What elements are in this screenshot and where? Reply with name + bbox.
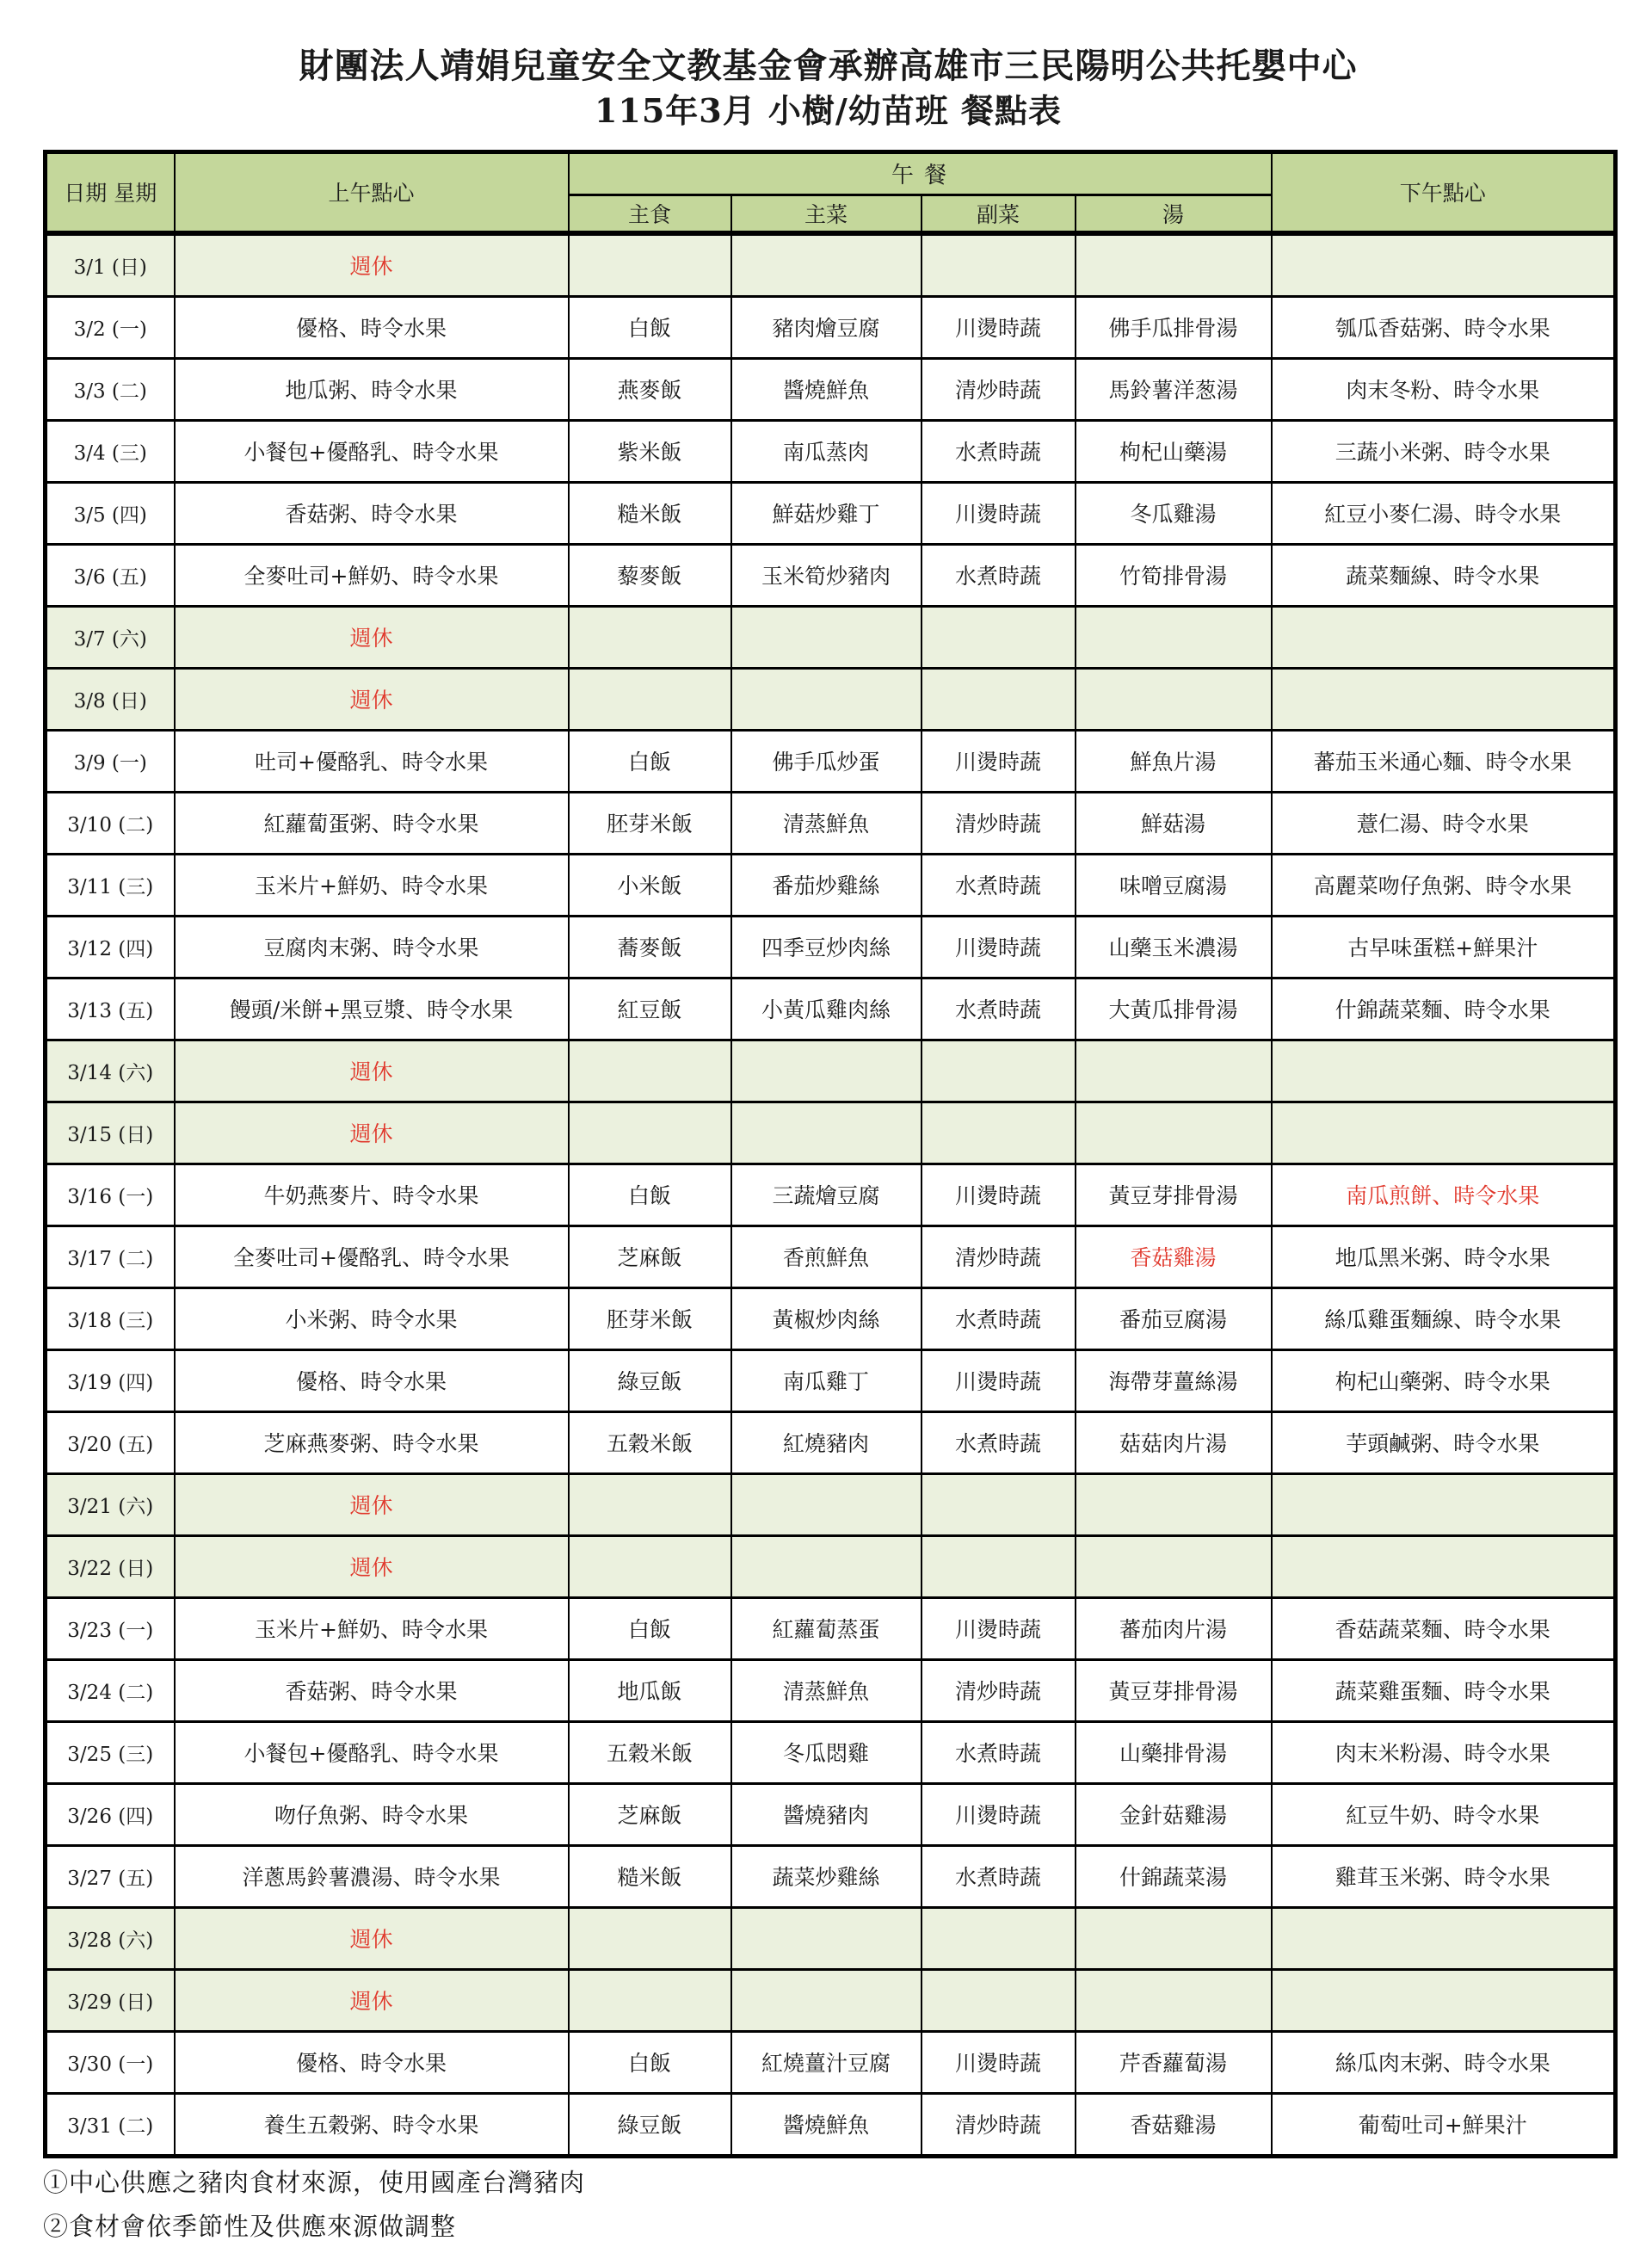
col-header-date: 日期 星期 xyxy=(46,151,175,233)
staple-cell: 藜麥飯 xyxy=(569,544,731,606)
table-row xyxy=(46,606,1616,668)
pm-snack-cell xyxy=(1272,1102,1616,1164)
date-cell: 3/27 (五) xyxy=(46,1845,175,1907)
table-row xyxy=(46,420,1616,482)
soup-cell: 黃豆芽排骨湯 xyxy=(1076,1164,1272,1225)
title-block xyxy=(43,45,1613,131)
pm-snack-cell: 薏仁湯、時令水果 xyxy=(1272,792,1616,854)
am-snack-cell: 週休 xyxy=(175,606,569,668)
side-dish-cell xyxy=(922,668,1076,730)
col-header-am-snack: 上午點心 xyxy=(175,151,569,233)
date-cell: 3/11 (三) xyxy=(46,854,175,916)
main-dish-cell: 醬燒豬肉 xyxy=(731,1783,922,1845)
table-row xyxy=(46,978,1616,1040)
staple-cell: 糙米飯 xyxy=(569,482,731,544)
side-dish-cell xyxy=(922,233,1076,297)
table-row xyxy=(46,1287,1616,1349)
main-dish-cell: 番茄炒雞絲 xyxy=(731,854,922,916)
soup-cell: 番茄豆腐湯 xyxy=(1076,1287,1272,1349)
am-snack-cell: 週休 xyxy=(175,668,569,730)
pm-snack-cell: 絲瓜肉末粥、時令水果 xyxy=(1272,2031,1616,2093)
date-cell: 3/25 (三) xyxy=(46,1721,175,1783)
soup-cell: 冬瓜雞湯 xyxy=(1076,482,1272,544)
staple-cell xyxy=(569,1969,731,2031)
side-dish-cell: 川燙時蔬 xyxy=(922,730,1076,792)
pm-snack-cell: 芋頭鹹粥、時令水果 xyxy=(1272,1411,1616,1473)
staple-cell: 白飯 xyxy=(569,2031,731,2093)
soup-cell xyxy=(1076,1969,1272,2031)
main-dish-cell: 香煎鮮魚 xyxy=(731,1225,922,1287)
staple-cell xyxy=(569,668,731,730)
pm-snack-cell: 雞茸玉米粥、時令水果 xyxy=(1272,1845,1616,1907)
am-snack-cell: 吻仔魚粥、時令水果 xyxy=(175,1783,569,1845)
pm-snack-cell xyxy=(1272,1969,1616,2031)
table-row xyxy=(46,1969,1616,2031)
date-cell: 3/21 (六) xyxy=(46,1473,175,1535)
am-snack-cell: 豆腐肉末粥、時令水果 xyxy=(175,916,569,978)
date-cell: 3/18 (三) xyxy=(46,1287,175,1349)
main-dish-cell: 佛手瓜炒蛋 xyxy=(731,730,922,792)
staple-cell: 地瓜飯 xyxy=(569,1659,731,1721)
am-snack-cell: 玉米片+鮮奶、時令水果 xyxy=(175,1597,569,1659)
side-dish-cell: 水煮時蔬 xyxy=(922,420,1076,482)
soup-cell xyxy=(1076,1102,1272,1164)
soup-cell xyxy=(1076,1040,1272,1102)
footnotes xyxy=(43,2167,1613,2241)
side-dish-cell xyxy=(922,1535,1076,1597)
main-dish-cell: 紅燒薑汁豆腐 xyxy=(731,2031,922,2093)
side-dish-cell xyxy=(922,1102,1076,1164)
soup-cell xyxy=(1076,1535,1272,1597)
am-snack-cell: 週休 xyxy=(175,233,569,297)
table-header xyxy=(46,151,1616,233)
table-row xyxy=(46,482,1616,544)
main-dish-cell xyxy=(731,1535,922,1597)
pm-snack-cell: 枸杞山藥粥、時令水果 xyxy=(1272,1349,1616,1411)
staple-cell: 胚芽米飯 xyxy=(569,792,731,854)
table-row xyxy=(46,1659,1616,1721)
am-snack-cell: 香菇粥、時令水果 xyxy=(175,1659,569,1721)
soup-cell: 味噌豆腐湯 xyxy=(1076,854,1272,916)
date-cell: 3/9 (一) xyxy=(46,730,175,792)
soup-cell: 馬鈴薯洋葱湯 xyxy=(1076,358,1272,420)
date-cell: 3/30 (一) xyxy=(46,2031,175,2093)
staple-cell xyxy=(569,606,731,668)
staple-cell: 燕麥飯 xyxy=(569,358,731,420)
pm-snack-cell: 葡萄吐司+鮮果汁 xyxy=(1272,2093,1616,2156)
main-dish-cell: 南瓜雞丁 xyxy=(731,1349,922,1411)
main-dish-cell xyxy=(731,1907,922,1969)
main-dish-cell: 醬燒鮮魚 xyxy=(731,2093,922,2156)
soup-cell: 山藥玉米濃湯 xyxy=(1076,916,1272,978)
am-snack-cell: 養生五穀粥、時令水果 xyxy=(175,2093,569,2156)
am-snack-cell: 小餐包+優酪乳、時令水果 xyxy=(175,1721,569,1783)
main-dish-cell: 清蒸鮮魚 xyxy=(731,792,922,854)
pm-snack-cell xyxy=(1272,606,1616,668)
am-snack-cell: 週休 xyxy=(175,1535,569,1597)
soup-cell: 菇菇肉片湯 xyxy=(1076,1411,1272,1473)
pm-snack-cell: 蕃茄玉米通心麵、時令水果 xyxy=(1272,730,1616,792)
main-dish-cell: 蔬菜炒雞絲 xyxy=(731,1845,922,1907)
staple-cell: 五穀米飯 xyxy=(569,1411,731,1473)
main-dish-cell: 紅燒豬肉 xyxy=(731,1411,922,1473)
am-snack-cell: 優格、時令水果 xyxy=(175,296,569,358)
main-dish-cell xyxy=(731,1040,922,1102)
am-snack-cell: 週休 xyxy=(175,1040,569,1102)
main-dish-cell: 四季豆炒肉絲 xyxy=(731,916,922,978)
main-dish-cell: 三蔬燴豆腐 xyxy=(731,1164,922,1225)
staple-cell: 糙米飯 xyxy=(569,1845,731,1907)
main-dish-cell xyxy=(731,668,922,730)
side-dish-cell: 清炒時蔬 xyxy=(922,358,1076,420)
date-cell: 3/28 (六) xyxy=(46,1907,175,1969)
side-dish-cell: 川燙時蔬 xyxy=(922,482,1076,544)
soup-cell xyxy=(1076,1907,1272,1969)
am-snack-cell: 週休 xyxy=(175,1102,569,1164)
main-dish-cell: 小黃瓜雞肉絲 xyxy=(731,978,922,1040)
side-dish-cell xyxy=(922,606,1076,668)
main-dish-cell: 清蒸鮮魚 xyxy=(731,1659,922,1721)
date-cell: 3/24 (二) xyxy=(46,1659,175,1721)
main-dish-cell xyxy=(731,1969,922,2031)
table-row xyxy=(46,668,1616,730)
table-row xyxy=(46,916,1616,978)
pm-snack-cell: 肉末冬粉、時令水果 xyxy=(1272,358,1616,420)
am-snack-cell: 週休 xyxy=(175,1969,569,2031)
table-row xyxy=(46,1721,1616,1783)
side-dish-cell: 清炒時蔬 xyxy=(922,2093,1076,2156)
main-dish-cell xyxy=(731,233,922,297)
am-snack-cell: 芝麻燕麥粥、時令水果 xyxy=(175,1411,569,1473)
staple-cell xyxy=(569,1907,731,1969)
side-dish-cell: 水煮時蔬 xyxy=(922,1411,1076,1473)
main-dish-cell: 玉米筍炒豬肉 xyxy=(731,544,922,606)
side-dish-cell: 清炒時蔬 xyxy=(922,1225,1076,1287)
pm-snack-cell: 三蔬小米粥、時令水果 xyxy=(1272,420,1616,482)
side-dish-cell: 川燙時蔬 xyxy=(922,296,1076,358)
staple-cell: 綠豆飯 xyxy=(569,1349,731,1411)
pm-snack-cell: 古早味蛋糕+鮮果汁 xyxy=(1272,916,1616,978)
staple-cell: 小米飯 xyxy=(569,854,731,916)
main-dish-cell xyxy=(731,1473,922,1535)
staple-cell: 胚芽米飯 xyxy=(569,1287,731,1349)
date-cell: 3/12 (四) xyxy=(46,916,175,978)
date-cell: 3/6 (五) xyxy=(46,544,175,606)
col-header-staple: 主食 xyxy=(569,194,731,233)
pm-snack-cell: 紅豆牛奶、時令水果 xyxy=(1272,1783,1616,1845)
soup-cell: 大黃瓜排骨湯 xyxy=(1076,978,1272,1040)
main-dish-cell: 黃椒炒肉絲 xyxy=(731,1287,922,1349)
side-dish-cell: 川燙時蔬 xyxy=(922,916,1076,978)
main-dish-cell xyxy=(731,606,922,668)
am-snack-cell: 優格、時令水果 xyxy=(175,2031,569,2093)
staple-cell: 紅豆飯 xyxy=(569,978,731,1040)
table-row xyxy=(46,1040,1616,1102)
date-cell: 3/14 (六) xyxy=(46,1040,175,1102)
col-header-main-dish: 主菜 xyxy=(731,194,922,233)
am-snack-cell: 香菇粥、時令水果 xyxy=(175,482,569,544)
side-dish-cell xyxy=(922,1473,1076,1535)
soup-cell: 海帶芽薑絲湯 xyxy=(1076,1349,1272,1411)
side-dish-cell xyxy=(922,1907,1076,1969)
staple-cell xyxy=(569,233,731,297)
staple-cell: 白飯 xyxy=(569,730,731,792)
side-dish-cell: 水煮時蔬 xyxy=(922,1287,1076,1349)
pm-snack-cell xyxy=(1272,1907,1616,1969)
table-row xyxy=(46,1411,1616,1473)
table-row xyxy=(46,1164,1616,1225)
soup-cell: 金針菇雞湯 xyxy=(1076,1783,1272,1845)
date-cell: 3/16 (一) xyxy=(46,1164,175,1225)
pm-snack-cell: 瓠瓜香菇粥、時令水果 xyxy=(1272,296,1616,358)
date-cell: 3/20 (五) xyxy=(46,1411,175,1473)
staple-cell xyxy=(569,1102,731,1164)
table-row xyxy=(46,1349,1616,1411)
am-snack-cell: 全麥吐司+優酪乳、時令水果 xyxy=(175,1225,569,1287)
pm-snack-cell: 地瓜黑米粥、時令水果 xyxy=(1272,1225,1616,1287)
staple-cell: 芝麻飯 xyxy=(569,1225,731,1287)
pm-snack-cell: 絲瓜雞蛋麵線、時令水果 xyxy=(1272,1287,1616,1349)
soup-cell xyxy=(1076,668,1272,730)
soup-cell xyxy=(1076,1473,1272,1535)
side-dish-cell: 川燙時蔬 xyxy=(922,2031,1076,2093)
table-row xyxy=(46,296,1616,358)
date-cell: 3/23 (一) xyxy=(46,1597,175,1659)
pm-snack-cell xyxy=(1272,1040,1616,1102)
side-dish-cell: 清炒時蔬 xyxy=(922,792,1076,854)
am-snack-cell: 洋蔥馬鈴薯濃湯、時令水果 xyxy=(175,1845,569,1907)
table-row xyxy=(46,1102,1616,1164)
pm-snack-cell xyxy=(1272,233,1616,297)
date-cell: 3/7 (六) xyxy=(46,606,175,668)
table-row xyxy=(46,792,1616,854)
staple-cell: 白飯 xyxy=(569,1164,731,1225)
staple-cell xyxy=(569,1040,731,1102)
soup-cell: 佛手瓜排骨湯 xyxy=(1076,296,1272,358)
side-dish-cell xyxy=(922,1040,1076,1102)
table-row xyxy=(46,1783,1616,1845)
soup-cell: 蕃茄肉片湯 xyxy=(1076,1597,1272,1659)
pm-snack-cell: 香菇蔬菜麵、時令水果 xyxy=(1272,1597,1616,1659)
col-header-side-dish: 副菜 xyxy=(922,194,1076,233)
table-row xyxy=(46,1473,1616,1535)
side-dish-cell: 川燙時蔬 xyxy=(922,1164,1076,1225)
date-cell: 3/22 (日) xyxy=(46,1535,175,1597)
col-header-pm-snack: 下午點心 xyxy=(1272,151,1616,233)
am-snack-cell: 全麥吐司+鮮奶、時令水果 xyxy=(175,544,569,606)
pm-snack-cell: 蔬菜麵線、時令水果 xyxy=(1272,544,1616,606)
date-cell: 3/2 (一) xyxy=(46,296,175,358)
date-cell: 3/17 (二) xyxy=(46,1225,175,1287)
pm-snack-cell xyxy=(1272,1473,1616,1535)
table-body xyxy=(46,233,1616,2157)
main-dish-cell: 豬肉燴豆腐 xyxy=(731,296,922,358)
pm-snack-cell: 南瓜煎餅、時令水果 xyxy=(1272,1164,1616,1225)
soup-cell: 竹筍排骨湯 xyxy=(1076,544,1272,606)
footnote-seasonal-adjust: ②食材會依季節性及供應來源做調整 xyxy=(43,2211,457,2241)
pm-snack-cell: 肉末米粉湯、時令水果 xyxy=(1272,1721,1616,1783)
side-dish-cell: 水煮時蔬 xyxy=(922,544,1076,606)
table-row xyxy=(46,233,1616,297)
staple-cell: 五穀米飯 xyxy=(569,1721,731,1783)
main-dish-cell: 南瓜蒸肉 xyxy=(731,420,922,482)
side-dish-cell: 水煮時蔬 xyxy=(922,1721,1076,1783)
soup-cell: 芹香蘿蔔湯 xyxy=(1076,2031,1272,2093)
side-dish-cell: 水煮時蔬 xyxy=(922,978,1076,1040)
am-snack-cell: 小米粥、時令水果 xyxy=(175,1287,569,1349)
main-dish-cell xyxy=(731,1102,922,1164)
staple-cell: 白飯 xyxy=(569,1597,731,1659)
main-dish-cell: 紅蘿蔔蒸蛋 xyxy=(731,1597,922,1659)
pm-snack-cell xyxy=(1272,1535,1616,1597)
col-header-lunch: 午 餐 xyxy=(569,151,1272,194)
am-snack-cell: 週休 xyxy=(175,1473,569,1535)
soup-cell: 枸杞山藥湯 xyxy=(1076,420,1272,482)
table-row xyxy=(46,2031,1616,2093)
date-cell: 3/3 (二) xyxy=(46,358,175,420)
date-cell: 3/29 (日) xyxy=(46,1969,175,2031)
soup-cell: 香菇雞湯 xyxy=(1076,1225,1272,1287)
side-dish-cell: 川燙時蔬 xyxy=(922,1349,1076,1411)
table-row xyxy=(46,544,1616,606)
col-header-soup: 湯 xyxy=(1076,194,1272,233)
pm-snack-cell: 紅豆小麥仁湯、時令水果 xyxy=(1272,482,1616,544)
staple-cell xyxy=(569,1473,731,1535)
staple-cell: 蕎麥飯 xyxy=(569,916,731,978)
side-dish-cell: 水煮時蔬 xyxy=(922,854,1076,916)
staple-cell: 芝麻飯 xyxy=(569,1783,731,1845)
menu-table xyxy=(43,150,1618,2158)
am-snack-cell: 優格、時令水果 xyxy=(175,1349,569,1411)
date-cell: 3/1 (日) xyxy=(46,233,175,297)
am-snack-cell: 吐司+優酪乳、時令水果 xyxy=(175,730,569,792)
date-cell: 3/19 (四) xyxy=(46,1349,175,1411)
main-dish-cell: 鮮菇炒雞丁 xyxy=(731,482,922,544)
date-cell: 3/4 (三) xyxy=(46,420,175,482)
page-title: 財團法人靖娟兒童安全文教基金會承辦高雄市三民陽明公共托嬰中心 xyxy=(299,46,1358,86)
staple-cell xyxy=(569,1535,731,1597)
date-cell: 3/13 (五) xyxy=(46,978,175,1040)
soup-cell: 鮮菇湯 xyxy=(1076,792,1272,854)
table-row xyxy=(46,1597,1616,1659)
main-dish-cell: 醬燒鮮魚 xyxy=(731,358,922,420)
soup-cell: 黃豆芽排骨湯 xyxy=(1076,1659,1272,1721)
soup-cell: 山藥排骨湯 xyxy=(1076,1721,1272,1783)
side-dish-cell: 川燙時蔬 xyxy=(922,1597,1076,1659)
date-cell: 3/8 (日) xyxy=(46,668,175,730)
staple-cell: 紫米飯 xyxy=(569,420,731,482)
table-row xyxy=(46,854,1616,916)
staple-cell: 綠豆飯 xyxy=(569,2093,731,2156)
side-dish-cell: 水煮時蔬 xyxy=(922,1845,1076,1907)
table-row xyxy=(46,1907,1616,1969)
table-row xyxy=(46,358,1616,420)
am-snack-cell: 饅頭/米餅+黑豆漿、時令水果 xyxy=(175,978,569,1040)
am-snack-cell: 玉米片+鮮奶、時令水果 xyxy=(175,854,569,916)
pm-snack-cell: 蔬菜雞蛋麵、時令水果 xyxy=(1272,1659,1616,1721)
table-row xyxy=(46,1225,1616,1287)
soup-cell: 鮮魚片湯 xyxy=(1076,730,1272,792)
table-row xyxy=(46,1845,1616,1907)
am-snack-cell: 牛奶燕麥片、時令水果 xyxy=(175,1164,569,1225)
soup-cell xyxy=(1076,606,1272,668)
main-dish-cell: 冬瓜悶雞 xyxy=(731,1721,922,1783)
am-snack-cell: 地瓜粥、時令水果 xyxy=(175,358,569,420)
date-cell: 3/26 (四) xyxy=(46,1783,175,1845)
am-snack-cell: 小餐包+優酪乳、時令水果 xyxy=(175,420,569,482)
soup-cell: 什錦蔬菜湯 xyxy=(1076,1845,1272,1907)
date-cell: 3/5 (四) xyxy=(46,482,175,544)
table-row xyxy=(46,1535,1616,1597)
pm-snack-cell xyxy=(1272,668,1616,730)
am-snack-cell: 週休 xyxy=(175,1907,569,1969)
soup-cell: 香菇雞湯 xyxy=(1076,2093,1272,2156)
footnote-pork-origin: ①中心供應之豬肉食材來源，使用國產台灣豬肉 xyxy=(43,2167,586,2197)
pm-snack-cell: 高麗菜吻仔魚粥、時令水果 xyxy=(1272,854,1616,916)
date-cell: 3/31 (二) xyxy=(46,2093,175,2156)
soup-cell xyxy=(1076,233,1272,297)
table-row xyxy=(46,730,1616,792)
pm-snack-cell: 什錦蔬菜麵、時令水果 xyxy=(1272,978,1616,1040)
staple-cell: 白飯 xyxy=(569,296,731,358)
date-cell: 3/10 (二) xyxy=(46,792,175,854)
am-snack-cell: 紅蘿蔔蛋粥、時令水果 xyxy=(175,792,569,854)
side-dish-cell: 川燙時蔬 xyxy=(922,1783,1076,1845)
side-dish-cell xyxy=(922,1969,1076,2031)
table-row xyxy=(46,2093,1616,2156)
side-dish-cell: 清炒時蔬 xyxy=(922,1659,1076,1721)
date-cell: 3/15 (日) xyxy=(46,1102,175,1164)
page-subtitle: 115年3月 小樹/幼苗班 餐點表 xyxy=(594,91,1063,130)
